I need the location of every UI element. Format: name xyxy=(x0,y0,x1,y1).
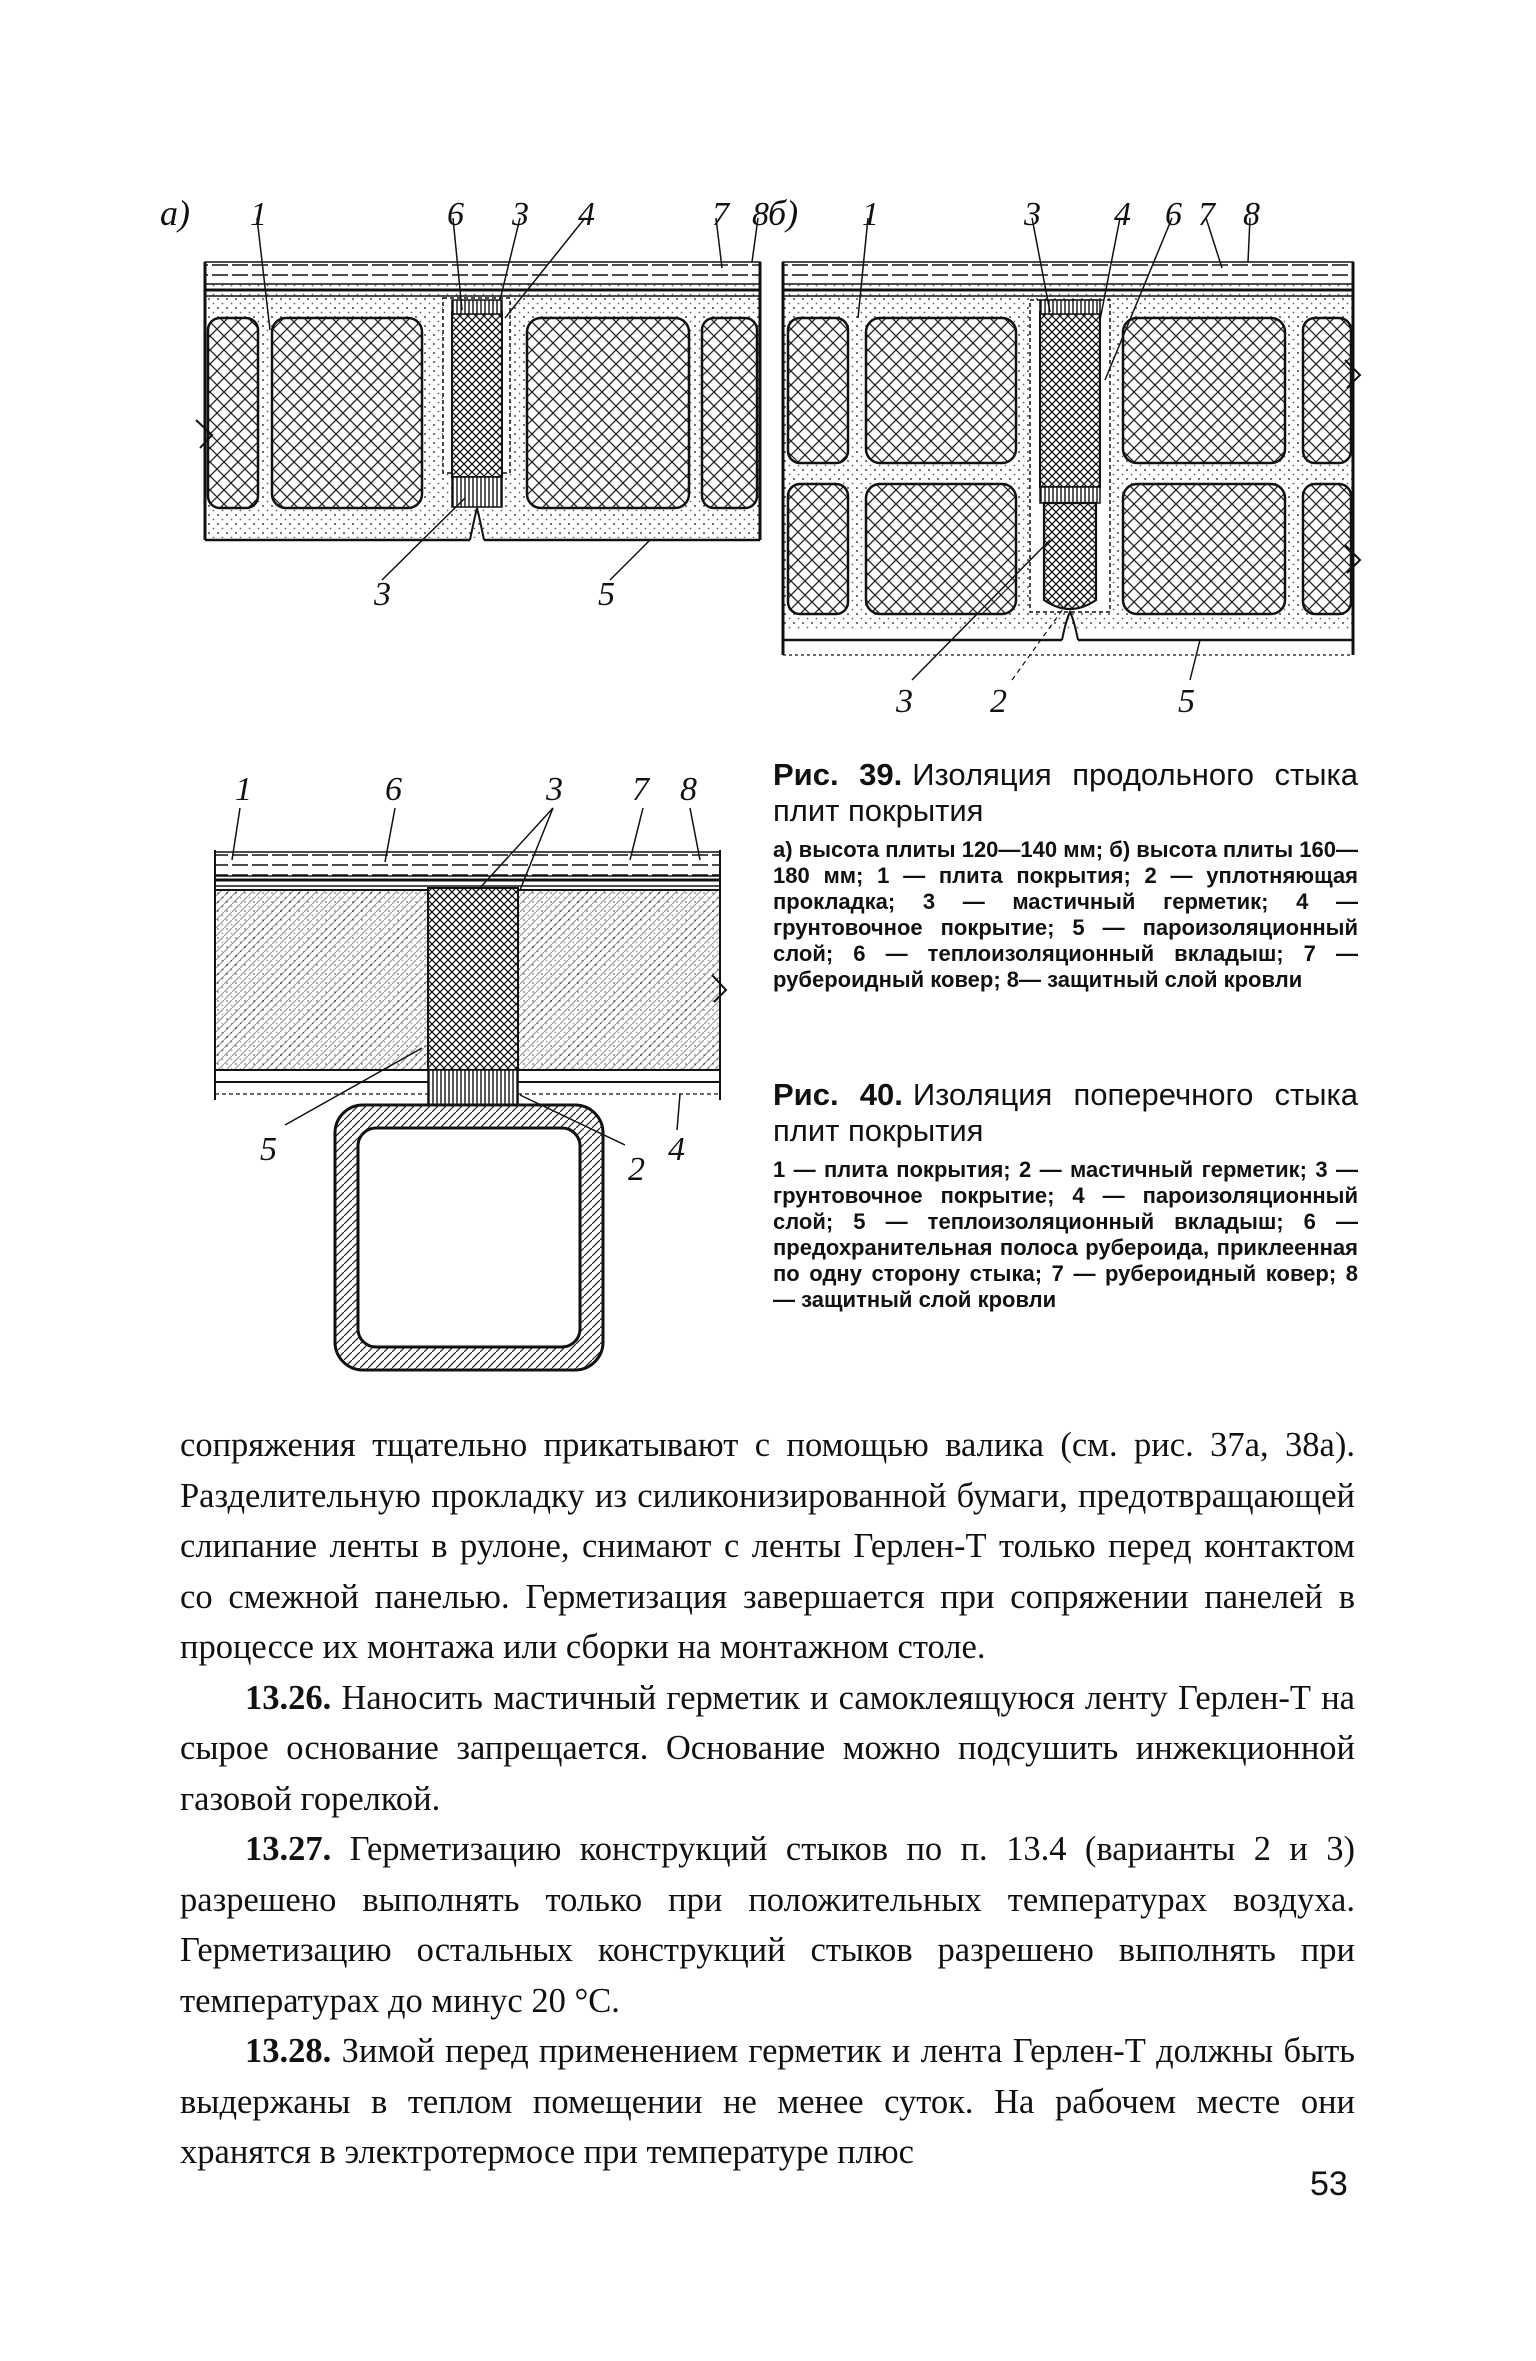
paragraph: 13.28. Зимой перед применением герметик и лента Герлен-Т должны быть выдержаны в теплом помещении не менее суток. На рабочем месте они хранятся в электротермосе при температуре плюс xyxy=(180,2032,1356,2171)
fig40-callout: 8 xyxy=(680,771,697,808)
fig39b-callout: 8 xyxy=(1243,196,1260,233)
paragraph-number: 13.26. xyxy=(245,1678,332,1717)
body-text xyxy=(180,1420,1355,2178)
page-number: 53 xyxy=(1310,2165,1348,2203)
fig40-callout: 6 xyxy=(385,771,402,808)
fig40-caption-title: Рис. 40. Изоляция поперечного стыка плит покрытия xyxy=(773,1077,1358,1148)
fig39-caption xyxy=(773,757,1358,993)
fig39b-drawing xyxy=(783,218,1360,680)
fig39a-panel-label: а) xyxy=(160,193,190,233)
fig40-caption xyxy=(773,1077,1358,1313)
fig39b-callout: 3 xyxy=(1024,196,1041,233)
fig39a-callout: 7 xyxy=(712,196,729,233)
fig40-callout: 4 xyxy=(668,1131,685,1168)
paragraph: 13.27. Герметизацию конструкций стыков по п. 13.4 (варианты 2 и 3) разрешено выполнять только при положительных температурах воздуха. Герметизацию остальных конструкций стыков разрешено выполнять при температурах до минус 20 °С. xyxy=(180,1830,1355,2020)
fig39a-callout: 6 xyxy=(447,196,464,233)
fig39b-panel-label: б) xyxy=(768,193,799,233)
fig39b-callout: 6 xyxy=(1165,196,1182,233)
fig40-callout: 5 xyxy=(260,1131,277,1168)
fig39b-callout: 7 xyxy=(1198,196,1215,233)
paragraph: сопряжения тщательно прикатывают с помощью валика (см. рис. 37а, 38а). Разделительную прокладку из силиконизированной бумаги, предотвращающей слипание ленты в рулоне, снимают с ленты Герлен-Т только перед контактом со смежной панелью. Герметизация завершается при сопряжении панелей в процессе их монтажа или сборки на монтажном столе. xyxy=(180,1426,1355,1666)
paragraph: 13.26. Наносить мастичный герметик и самоклеящуюся ленту Герлен-Т на сырое основание запрещается. Основание можно подсушить инжекционной газовой горелкой. xyxy=(180,1678,1355,1818)
fig39b-callout: 5 xyxy=(1178,683,1195,720)
fig40-caption-body: 1 — плита покрытия; 2 — мастичный герметик; 3 — грунтовочное покрытие; 4 — пароизоляционный слой; 5 — теплоизоляционный вкладыш; 6 — предохранительная полоса рубероида, приклеенная по одну сторону стыка; 7 — рубероидный ковер; 8 — защитный слой кровли xyxy=(773,1157,1358,1312)
fig40-callout: 1 xyxy=(235,771,252,808)
fig39b-callout: 3 xyxy=(896,683,913,720)
fig39a-callout: 3 xyxy=(374,576,391,613)
paragraph-number: 13.27. xyxy=(245,1830,332,1868)
fig39b-callout: 1 xyxy=(862,196,879,233)
paragraph-number: 13.28. xyxy=(245,2032,332,2070)
fig39a-drawing xyxy=(196,218,760,580)
fig40-caption-label: Рис. 40. xyxy=(773,1077,903,1112)
fig40-callout: 7 xyxy=(632,771,649,808)
fig40-callout: 3 xyxy=(546,771,563,808)
fig39-caption-label: Рис. 39. xyxy=(773,757,903,792)
fig39a-callout: 3 xyxy=(512,196,529,233)
fig39a-callout: 5 xyxy=(598,576,615,613)
fig39-caption-title: Рис. 39. Изоляция продольного стыка плит покрытия xyxy=(773,757,1358,828)
fig39a-callout: 1 xyxy=(250,196,267,233)
fig39a-callout: 4 xyxy=(578,196,595,233)
fig40-callout: 2 xyxy=(628,1151,645,1188)
fig39-caption-body: а) высота плиты 120—140 мм; б) высота плиты 160—180 мм; 1 — плита покрытия; 2 — уплотняющая прокладка; 3 — мастичный герметик; 4 — грунтовочное покрытие; 5 — пароизоляционный слой; 6 — теплоизоляционный вкладыш; 7 — рубероидный ковер; 8— защитный слой кровли xyxy=(773,837,1358,992)
fig39a-callout: 8 xyxy=(752,196,769,233)
fig40-drawing xyxy=(215,808,726,1370)
fig39b-callout: 2 xyxy=(990,683,1007,720)
fig39b-callout: 4 xyxy=(1114,196,1131,233)
